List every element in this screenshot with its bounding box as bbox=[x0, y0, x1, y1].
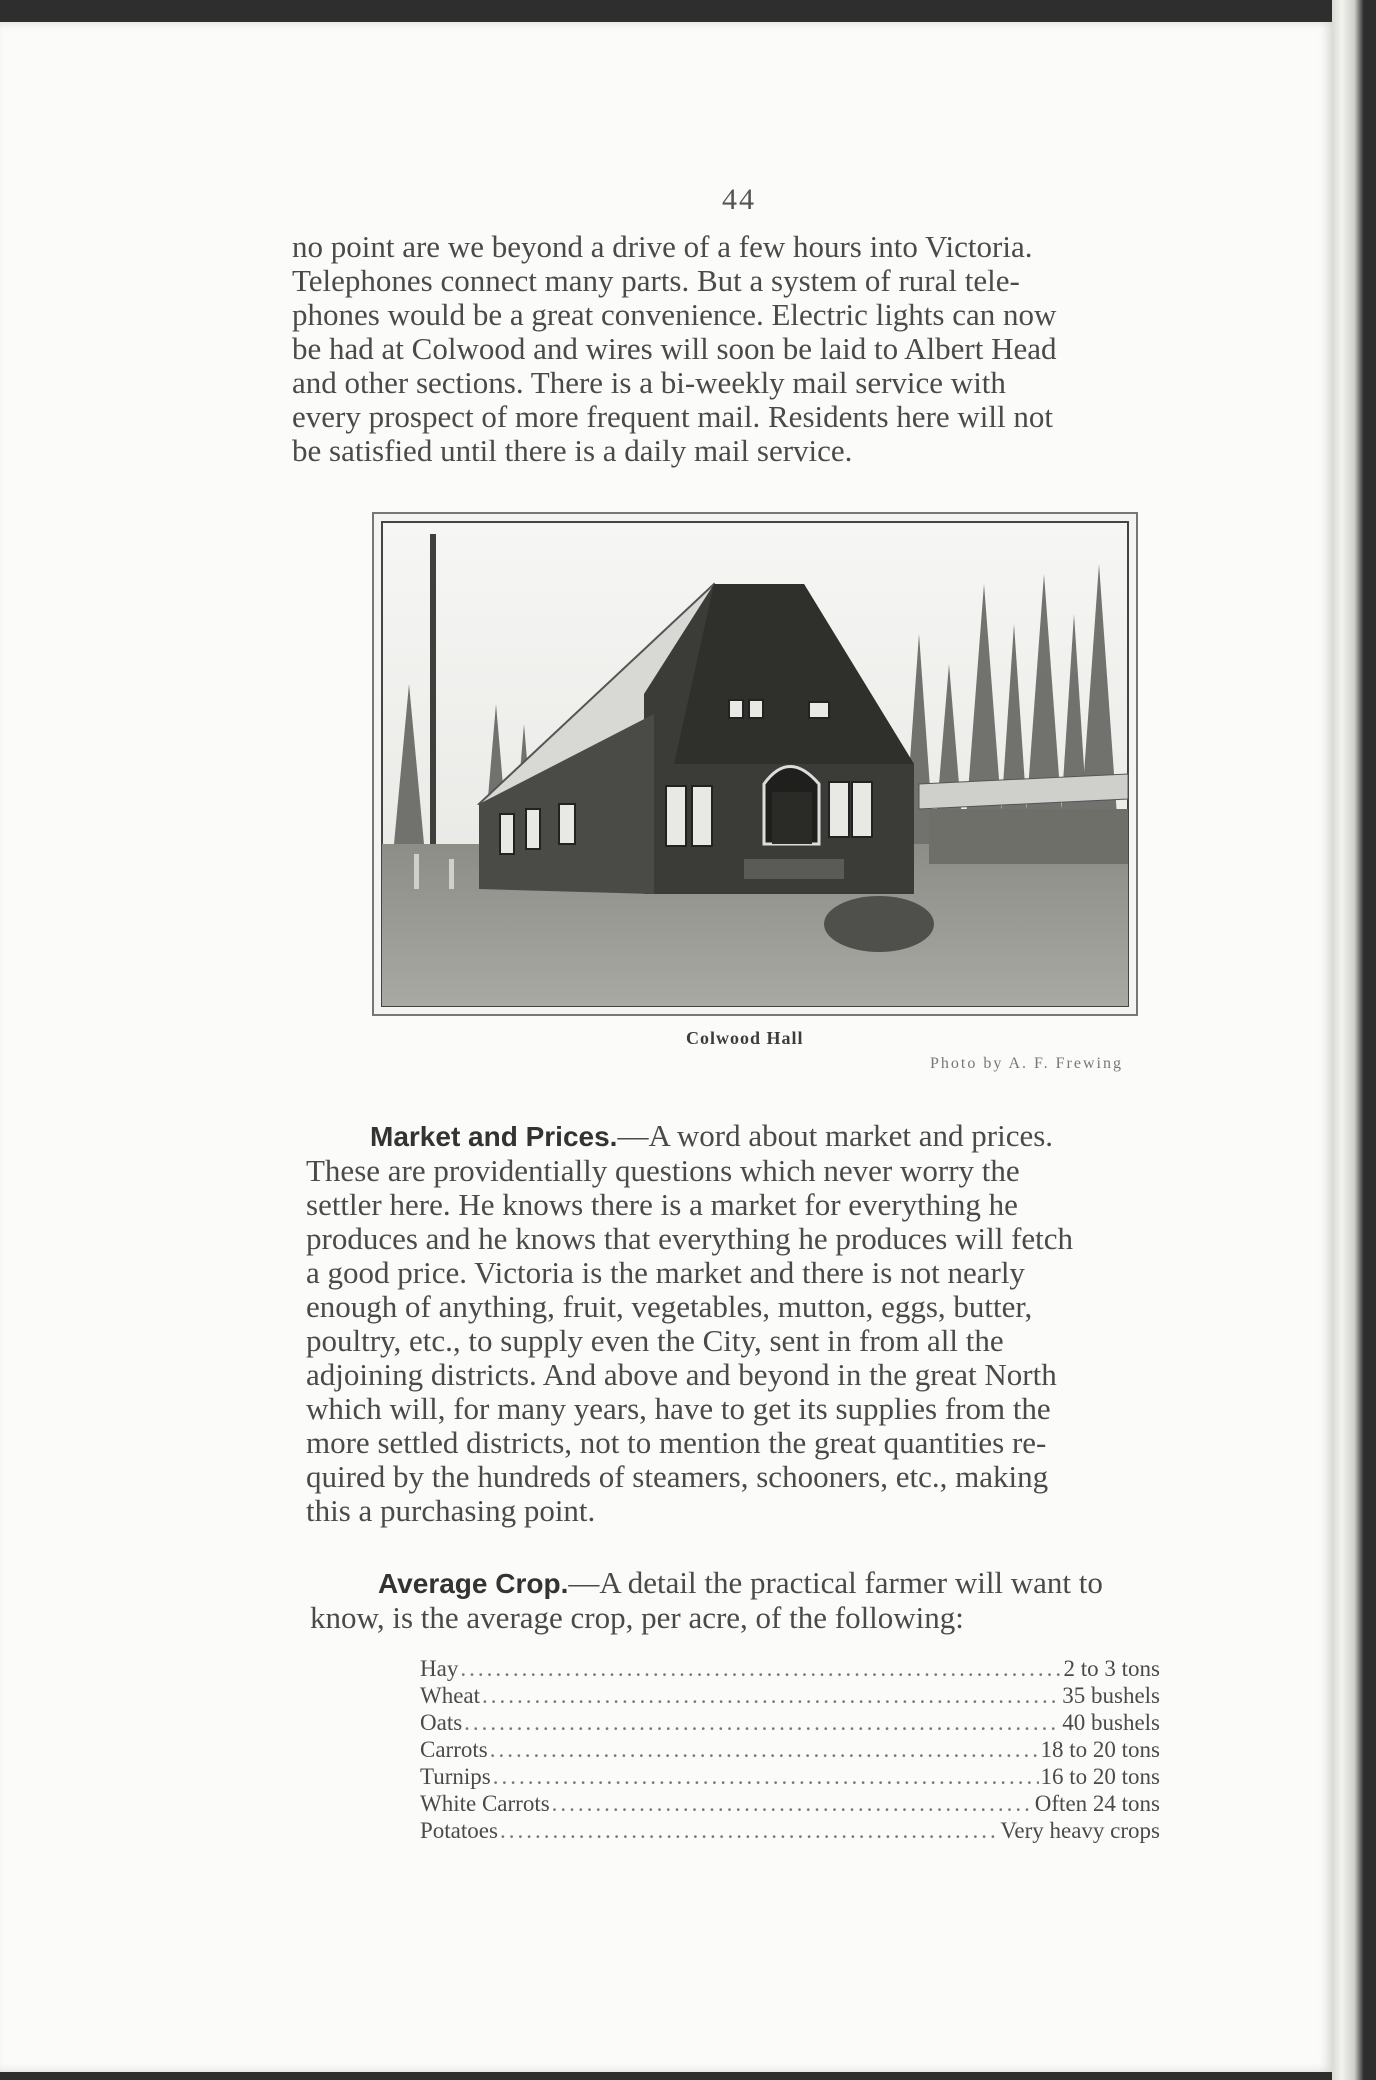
dot-leader bbox=[482, 1682, 1060, 1709]
table-row bbox=[420, 1709, 1160, 1736]
market-heading: Market and Prices. bbox=[370, 1121, 618, 1152]
text-line: be had at Colwood and wires will soon be laid to Albert Head bbox=[292, 331, 1057, 366]
crop-yield: 18 to 20 tons bbox=[1040, 1737, 1160, 1762]
text-line: more settled districts, not to mention the great quantities re- bbox=[306, 1425, 1047, 1460]
dot-leader bbox=[552, 1790, 1033, 1817]
table-row bbox=[420, 1655, 1160, 1682]
text-line bbox=[310, 1566, 1230, 1601]
table-row bbox=[420, 1763, 1160, 1790]
text-line: Telephones connect many parts. But a system of rural tele- bbox=[292, 263, 1020, 298]
photo-caption: Colwood Hall bbox=[686, 1028, 804, 1048]
crop-yield: Often 24 tons bbox=[1034, 1791, 1160, 1816]
text-line: know, is the average crop, per acre, of the following: bbox=[310, 1600, 964, 1635]
text-line: settler here. He knows there is a market for everything he bbox=[306, 1187, 1018, 1222]
colwood-hall-photo bbox=[372, 512, 1138, 1016]
text-line: phones would be a great convenience. Electric lights can now bbox=[292, 297, 1057, 332]
crop-heading: Average Crop. bbox=[378, 1568, 569, 1599]
crop-yield: 40 bushels bbox=[1062, 1710, 1160, 1735]
crop-name: Potatoes bbox=[420, 1818, 498, 1843]
crop-name: White Carrots bbox=[420, 1791, 550, 1816]
crop-name: Hay bbox=[420, 1656, 459, 1681]
table-row bbox=[420, 1817, 1160, 1844]
dot-leader bbox=[490, 1736, 1039, 1763]
page-number: 44 bbox=[722, 183, 756, 216]
crop-name: Oats bbox=[420, 1710, 463, 1735]
dot-leader bbox=[464, 1709, 1060, 1736]
market-paragraph bbox=[306, 1119, 1226, 1528]
crop-name: Turnips bbox=[420, 1764, 491, 1789]
dot-leader bbox=[500, 1817, 998, 1844]
hall-illustration bbox=[374, 514, 1136, 1014]
text-line: this a purchasing point. bbox=[306, 1493, 596, 1528]
text-line: enough of anything, fruit, vegetables, mutton, eggs, butter, bbox=[306, 1289, 1033, 1324]
text-line: adjoining districts. And above and beyond in the great North bbox=[306, 1357, 1057, 1392]
market-first-line: —A word about market and prices. bbox=[617, 1118, 1054, 1153]
text-line: and other sections. There is a bi-weekly mail service with bbox=[292, 365, 1006, 400]
crop-yield-table bbox=[420, 1655, 1160, 1844]
intro-paragraph bbox=[292, 230, 1212, 468]
dot-leader bbox=[493, 1763, 1039, 1790]
text-line: poultry, etc., to supply even the City, sent in from all the bbox=[306, 1323, 1004, 1358]
crop-name: Wheat bbox=[420, 1683, 481, 1708]
crop-name: Carrots bbox=[420, 1737, 488, 1762]
dot-leader bbox=[460, 1655, 1061, 1682]
crop-yield: 35 bushels bbox=[1062, 1683, 1160, 1708]
crop-first-line: —A detail the practical farmer will want to bbox=[568, 1565, 1103, 1600]
text-line: which will, for many years, have to get its supplies from the bbox=[306, 1391, 1051, 1426]
text-line: a good price. Victoria is the market and there is not nearly bbox=[306, 1255, 1025, 1290]
crop-paragraph bbox=[310, 1566, 1230, 1635]
text-line: These are providentially questions which never worry the bbox=[306, 1153, 1020, 1188]
text-line: produces and he knows that everything he produces will fetch bbox=[306, 1221, 1074, 1256]
page-edge bbox=[1332, 0, 1364, 2080]
table-row bbox=[420, 1790, 1160, 1817]
text-line: be satisfied until there is a daily mail service. bbox=[292, 433, 853, 468]
table-row bbox=[420, 1682, 1160, 1709]
text-line: no point are we beyond a drive of a few hours into Victoria. bbox=[292, 229, 1033, 264]
crop-yield: 16 to 20 tons bbox=[1040, 1764, 1160, 1789]
photo-credit: Photo by A. F. Frewing bbox=[930, 1055, 1123, 1072]
text-line: quired by the hundreds of steamers, schooners, etc., making bbox=[306, 1459, 1049, 1494]
table-row bbox=[420, 1736, 1160, 1763]
text-line: every prospect of more frequent mail. Residents here will not bbox=[292, 399, 1053, 434]
crop-yield: 2 to 3 tons bbox=[1063, 1656, 1160, 1681]
crop-yield: Very heavy crops bbox=[1000, 1818, 1160, 1843]
text-line bbox=[306, 1119, 1226, 1154]
